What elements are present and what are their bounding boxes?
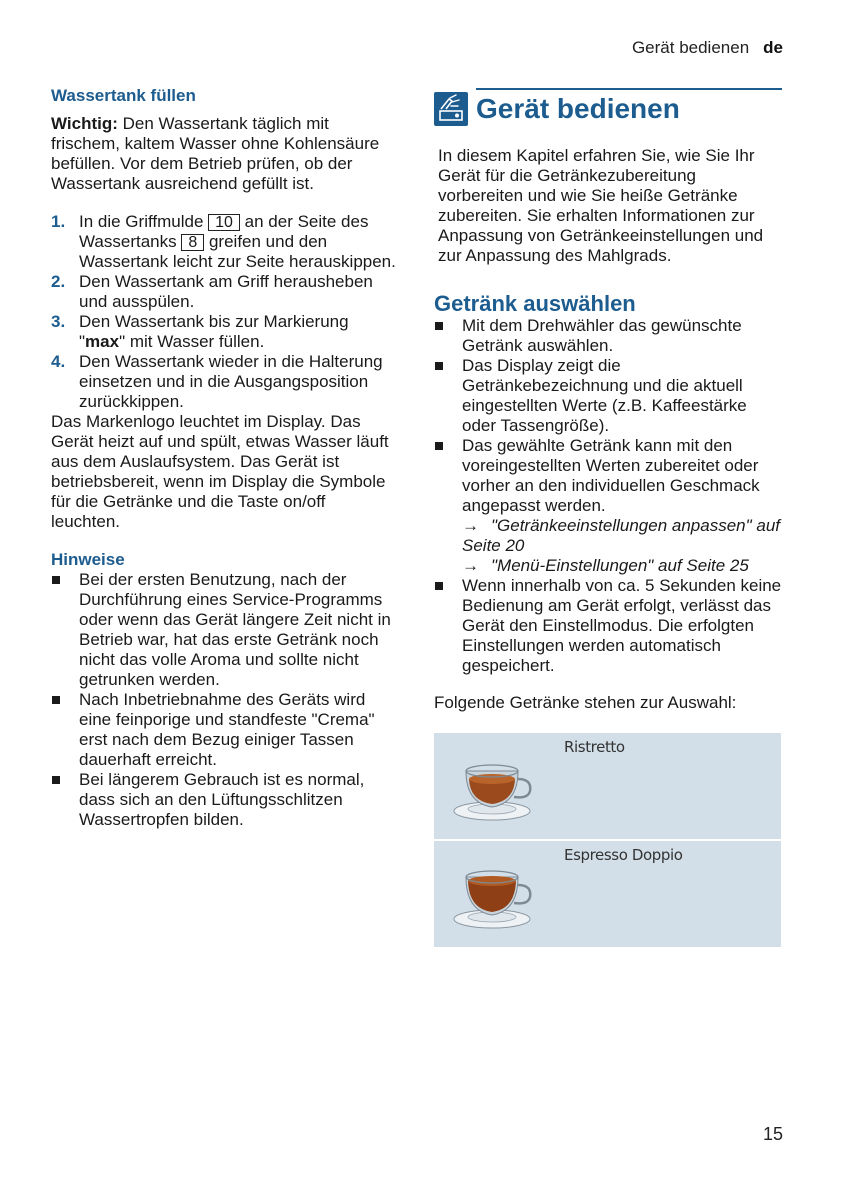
step-text: In die Griffmulde bbox=[79, 212, 209, 231]
hints-title: Hinweise bbox=[51, 550, 125, 569]
step-item bbox=[51, 352, 396, 412]
beverage-table bbox=[434, 733, 781, 947]
step-item bbox=[51, 312, 396, 352]
steps-list bbox=[51, 212, 396, 412]
beverage-name: Ristretto bbox=[564, 738, 625, 756]
hint-text: Bei längerem Gebrauch ist es normal, dass sich an den Lüftungsschlitzen Wassertropfen bilden. bbox=[79, 770, 365, 829]
hint-text: Bei der ersten Benutzung, nach der Durchführung eines Service-Programms oder wenn das Gerät längere Zeit nicht in Betrieb war, hat das erste Getränk noch nicht das volle Aroma und sollte nicht getrunken werden. bbox=[79, 570, 391, 689]
page-number: 15 bbox=[762, 1124, 783, 1144]
section-title-select-drink: Getränk auswählen bbox=[434, 291, 636, 316]
beverage-name: Espresso Doppio bbox=[564, 846, 683, 864]
result-text: Das Markenlogo leuchtet im Display. Das Gerät heizt auf und spült, etwas Wasser läuft aus dem Auslaufsystem. Das Gerät ist betriebsbereit, wenn im Display die Symbole für die Getränke und die Taste on/off leuchten. bbox=[51, 412, 389, 531]
step-number: 3. bbox=[51, 312, 66, 331]
step-text: Den Wassertank wieder in die Halterung einsetzen und in die Ausgangsposition zurückkippen. bbox=[79, 352, 383, 411]
beverage-row bbox=[434, 841, 781, 947]
header-language: de bbox=[763, 38, 783, 57]
hint-item bbox=[51, 770, 396, 830]
step-text: an der Seite des Wassertanks bbox=[79, 212, 369, 251]
select-drink-list bbox=[434, 316, 782, 676]
step-text: " mit Wasser füllen. bbox=[119, 332, 265, 351]
important-note bbox=[51, 114, 396, 194]
step-text: Den Wassertank am Griff herausheben und ausspülen. bbox=[79, 272, 373, 311]
cross-reference[interactable] bbox=[462, 556, 782, 576]
bullet-square-icon bbox=[435, 582, 443, 590]
step-number: 1. bbox=[51, 212, 66, 231]
step-text: greifen und den Wassertank leicht zur Seite herauskippen. bbox=[79, 232, 396, 271]
cross-reference-text[interactable]: "Menü-Einstellungen" auf Seite 25 bbox=[491, 556, 749, 575]
bullet-square-icon bbox=[435, 442, 443, 450]
chapter-intro: In diesem Kapitel erfahren Sie, wie Sie Ihr Gerät für die Getränkezubereitung vorbereiten und wie Sie heiße Getränke zubereiten. Sie erhalten Informationen zur Anpassung von Getränkeeinstellungen und zur Anpassung des Mahlgrads. bbox=[438, 146, 764, 265]
bullet-square-icon bbox=[435, 322, 443, 330]
bullet-text: Das gewählte Getränk kann mit den voreingestellten Werten zubereitet oder vorher an den individuellen Geschmack angepasst werden. bbox=[462, 436, 760, 515]
step-item bbox=[51, 272, 396, 312]
page-header bbox=[632, 38, 783, 58]
hand-operation-icon bbox=[434, 92, 468, 126]
hint-item bbox=[51, 570, 396, 690]
section-title-water-tank: Wassertank füllen bbox=[51, 86, 196, 105]
bullet-text: Das Display zeigt die Getränkebezeichnung und die aktuell eingestellten Werte (z.B. Kaffeestärke oder Tassengröße). bbox=[462, 356, 747, 435]
bullet-text: Wenn innerhalb von ca. 5 Sekunden keine Bedienung am Gerät erfolgt, verlässt das Gerät den Einstellmodus. Die erfolgten Einstellungen werden automatisch gespeichert. bbox=[462, 576, 782, 675]
step-number: 2. bbox=[51, 272, 66, 291]
beverage-row bbox=[434, 733, 781, 839]
step-number: 4. bbox=[51, 352, 66, 371]
bullet-text: Mit dem Drehwähler das gewünschte Getränk auswählen. bbox=[462, 316, 742, 355]
right-column bbox=[434, 88, 782, 949]
bullet-item bbox=[434, 356, 782, 436]
chapter-heading bbox=[476, 88, 782, 128]
part-number-box: 8 bbox=[181, 234, 204, 251]
cross-reference-text[interactable]: "Getränkeeinstellungen anpassen" auf Seite 20 bbox=[462, 516, 780, 555]
hints-list bbox=[51, 570, 396, 830]
bullet-square-icon bbox=[52, 696, 60, 704]
bullet-item bbox=[434, 436, 782, 576]
bullet-item bbox=[434, 316, 782, 356]
chapter-title: Gerät bedienen bbox=[476, 93, 680, 124]
bullet-square-icon bbox=[52, 576, 60, 584]
bullet-square-icon bbox=[435, 362, 443, 370]
bullet-square-icon bbox=[52, 776, 60, 784]
beverage-list-intro: Folgende Getränke stehen zur Auswahl: bbox=[434, 693, 737, 712]
bullet-item bbox=[434, 576, 782, 676]
cross-reference[interactable] bbox=[462, 516, 782, 556]
arrow-right-icon: → bbox=[462, 516, 479, 535]
header-section-title: Gerät bedienen bbox=[631, 38, 750, 57]
espresso-doppio-cup-icon bbox=[452, 861, 536, 933]
step-text: Den Wassertank bis zur Markierung " bbox=[79, 312, 349, 351]
arrow-right-icon: → bbox=[462, 556, 479, 575]
step-bold-text: max bbox=[85, 332, 120, 351]
part-number-box: 10 bbox=[208, 214, 240, 231]
important-label: Wichtig: bbox=[51, 114, 118, 133]
hint-item bbox=[51, 690, 396, 770]
step-item bbox=[51, 212, 396, 272]
left-column bbox=[51, 86, 396, 830]
hint-text: Nach Inbetriebnahme des Geräts wird eine feinporige und standfeste "Crema" erst nach dem Bezug einiger Tassen dauerhaft erreicht. bbox=[79, 690, 375, 769]
ristretto-cup-icon bbox=[452, 753, 536, 825]
important-text: Den Wassertank täglich mit frischem, kaltem Wasser ohne Kohlensäure befüllen. Vor dem Betrieb prüfen, ob der Wassertank ausreichend gefüllt ist. bbox=[51, 114, 380, 193]
